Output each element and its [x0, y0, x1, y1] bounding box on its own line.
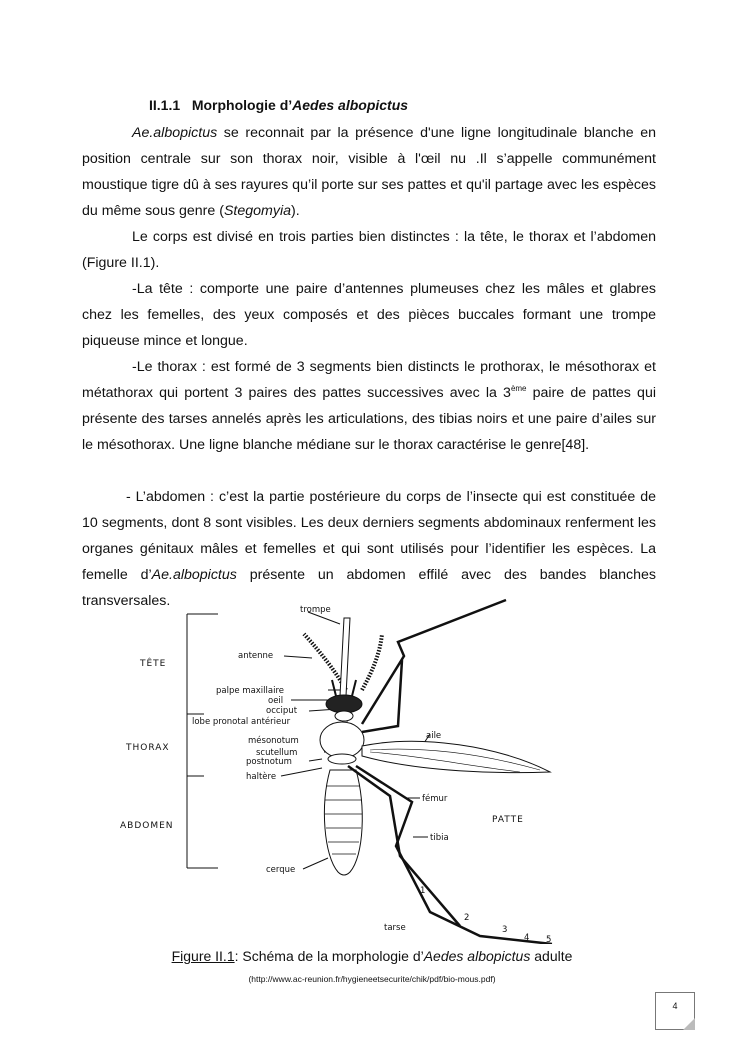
- figure-source: (http://www.ac-reunion.fr/hygieneetsecurite/chik/pdf/bio-mous.pdf): [248, 974, 496, 984]
- paragraph-thorax-text-a: -Le thorax : est formé de 3 segments bien distincts le prothorax, le mésothorax et métathorax qui portent 3 paires des pattes successives avec la 3: [82, 359, 656, 401]
- superscript-eme: ème: [510, 384, 527, 393]
- label-haltere: haltère: [246, 772, 277, 782]
- label-palpe: palpe maxillaire: [216, 686, 285, 696]
- region-label-head: TÊTE: [140, 659, 167, 669]
- section-title-species: Aedes albopictus: [292, 97, 409, 113]
- section-number: II.1.1: [149, 97, 181, 113]
- page-number: 4: [672, 1001, 678, 1011]
- label-trompe: trompe: [300, 605, 331, 615]
- label-mesonotum: mésonotum: [248, 736, 299, 746]
- mosquito-figure: [100, 596, 660, 944]
- label-tarse-1: 1: [420, 886, 426, 896]
- figure-caption-species: Aedes albopictus: [423, 948, 531, 964]
- figure-caption-label: Figure II.1: [171, 948, 235, 964]
- paragraph-abdomen-text-b: présente un abdomen effilé avec des bandes blanches transversales.: [82, 567, 656, 609]
- paragraph-abdomen: [82, 484, 656, 614]
- label-postnotum: postnotum: [246, 757, 292, 767]
- paragraph-intro-text-b: ).: [290, 203, 300, 219]
- subgenus-name: Stegomyia: [223, 203, 291, 219]
- label-cerque: cerque: [266, 865, 296, 875]
- paragraph-thorax-text-b: paire de pattes qui présente des tarses annelés après les articulations, des tibias noirs et une paire d’ailes sur le mésothorax. Une ligne blanche médiane sur le thorax caractérise le genre[48].: [82, 385, 656, 453]
- label-antenne: antenne: [238, 651, 274, 661]
- label-tarse: tarse: [384, 923, 406, 933]
- label-oeil: oeil: [268, 696, 284, 706]
- label-tarse-5: 5: [546, 935, 552, 944]
- label-scutellum: scutellum: [256, 748, 298, 758]
- label-patte: PATTE: [492, 815, 524, 825]
- section-heading: [149, 97, 408, 113]
- species-name: Ae.albopictus: [132, 125, 218, 141]
- paragraph-intro: [82, 120, 656, 224]
- label-tibia: tibia: [430, 833, 449, 843]
- paragraph-head: -La tête : comporte une paire d’antennes plumeuses chez les mâles et glabres chez les femelles, des yeux composés et des pièces buccales formant une trompe piqueuse mince et longue.: [82, 281, 656, 349]
- species-name-2: Ae.albopictus: [151, 567, 237, 583]
- region-label-thorax: THORAX: [126, 743, 170, 753]
- paragraph-intro-text-a: se reconnait par la présence d'une ligne longitudinale blanche en position centrale sur son thorax noir, visible à l'œil nu .Il s’appelle communément moustique tigre dû à ses rayures qu’il porte sur ses pattes et qu'il partage avec les espèces du même sous genre (: [82, 125, 656, 219]
- section-title-prefix: Morphologie d’: [191, 97, 293, 113]
- label-aile: aile: [426, 731, 442, 741]
- label-lobe-pronotal: lobe pronotal antérieur: [192, 717, 291, 727]
- figure-caption-text: : Schéma de la morphologie d’: [234, 948, 424, 964]
- paragraph-body-parts: Le corps est divisé en trois parties bien distinctes : la tête, le thorax et l’abdomen (Figure II.1).: [82, 229, 656, 271]
- page-number-box: [655, 992, 695, 1030]
- label-femur: fémur: [422, 794, 448, 804]
- label-tarse-3: 3: [502, 925, 508, 935]
- label-tarse-4: 4: [524, 933, 530, 943]
- paragraph-abdomen-text-a: - L’abdomen : c’est la partie postérieure du corps de l’insecte qui est constituée de 10 segments, dont 8 sont visibles. Les deux derniers segments abdominaux renferment les organes génitaux mâles et femelles et qui sont utilisés pour l’identifier les espèces. La femelle d’: [82, 489, 656, 583]
- mosquito-diagram: [100, 596, 660, 944]
- figure-caption: [0, 948, 744, 964]
- paragraph-thorax: [82, 354, 656, 458]
- label-tarse-2: 2: [464, 913, 470, 923]
- label-occiput: occiput: [266, 706, 298, 716]
- region-label-abdomen: ABDOMEN: [120, 821, 174, 831]
- figure-caption-suffix: adulte: [530, 948, 573, 964]
- page-curl-icon: [683, 1018, 695, 1030]
